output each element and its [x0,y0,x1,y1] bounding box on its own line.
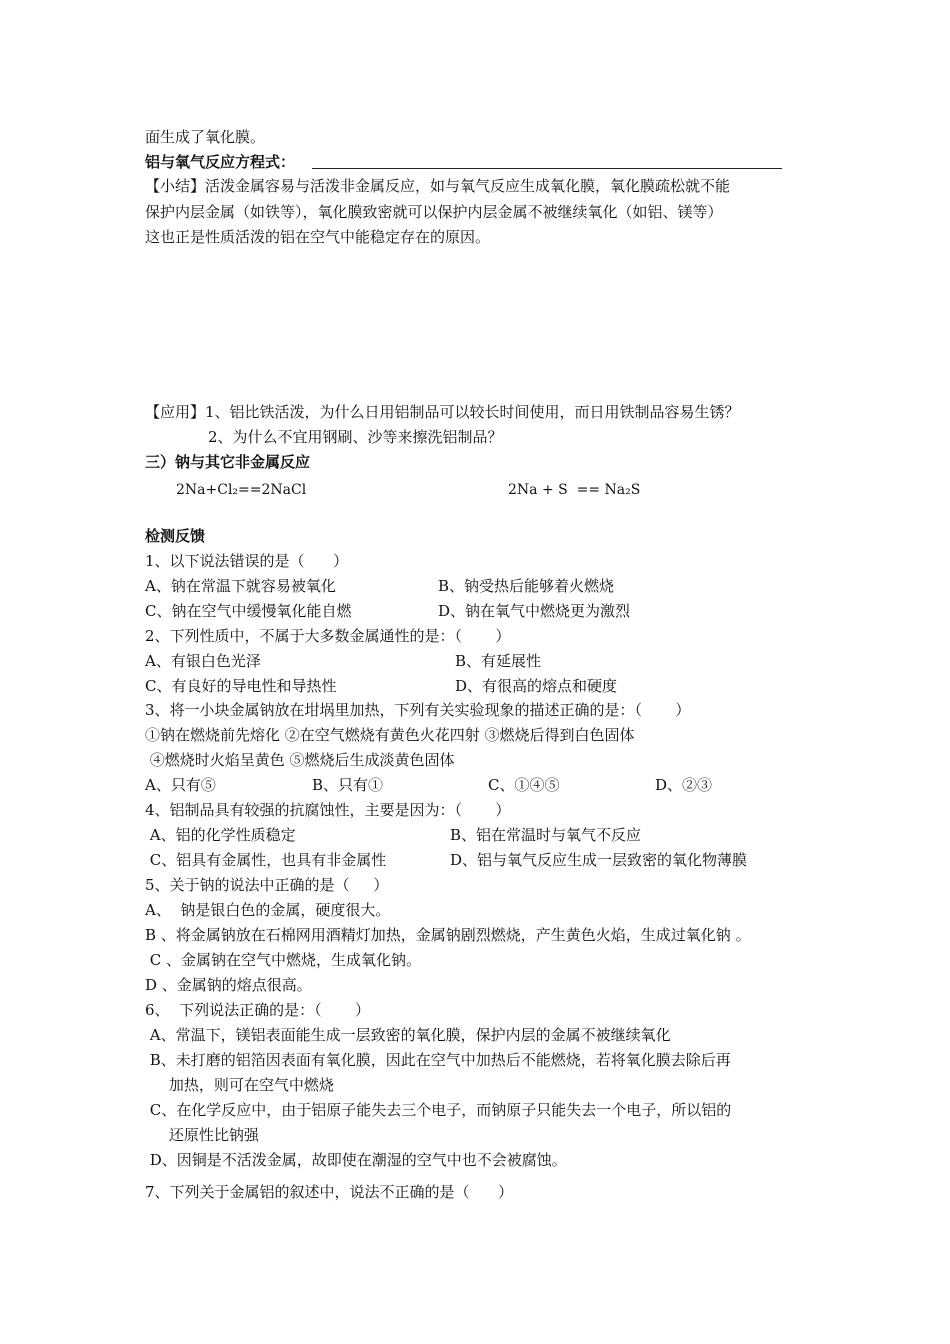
q1-option-a: A、钠在常温下就容易被氧化 [145,577,336,595]
q5-option-d: D 、金属钠的熔点很高。 [145,976,312,994]
q2-option-d: D、有很高的熔点和硬度 [455,677,618,695]
q4-option-d: D、铝与氧气反应生成一层致密的氧化物薄膜 [450,851,748,869]
q3-option-d: D、②③ [655,776,713,794]
question-1: 1、以下说法错误的是（ ） [145,552,349,570]
equation-label: 铝与氧气反应方程式： [145,153,296,171]
q6-option-a: A、常温下，镁铝表面能生成一层致密的氧化膜，保护内层的金属不被继续氧化 [145,1026,671,1044]
q5-option-b: B 、将金属钠放在石棉网用酒精灯加热，金属钠剧烈燃烧，产生黄色火焰，生成过氧化钠 。 [145,926,751,944]
q5-option-c: C 、金属钠在空气中燃烧，生成氧化钠。 [145,951,422,969]
q2-option-c: C、有良好的导电性和导热性 [145,677,337,695]
q3-statements-line-2: ④燃烧时火焰呈黄色 ⑤燃烧后生成淡黄色固体 [145,751,455,769]
question-3: 3、将一小块金属钠放在坩埚里加热，下列有关实验现象的描述正确的是：（ ） [145,701,691,719]
question-6: 6、 下列说法正确的是：（ ） [145,1001,370,1019]
question-5: 5、关于钠的说法中正确的是（ ） [145,876,389,894]
q6-option-c-line-1: C、在化学反应中，由于铝原子能失去三个电子，而钠原子只能失去一个电子，所以铝的 [145,1101,732,1119]
q2-option-b: B、有延展性 [455,652,542,670]
q4-option-a: A、铝的化学性质稳定 [145,826,296,844]
q6-option-b-line-1: B、未打磨的铝箔因表面有氧化膜，因此在空气中加热后不能燃烧，若将氧化膜去除后再 [145,1051,731,1069]
question-4: 4、铝制品具有较强的抗腐蚀性，主要是因为：（ ） [145,801,511,819]
formula-sodium-chlorine: 2Na+Cl₂==2NaCl [176,482,307,498]
q3-statements-line-1: ①钠在燃烧前先熔化 ②在空气燃烧有黄色火花四射 ③燃烧后得到白色固体 [145,726,635,744]
q1-option-b: B、钠受热后能够着火燃烧 [438,577,615,595]
q3-option-a: A、只有⑤ [145,776,216,794]
q6-option-d: D、因铜是不活泼金属，故即使在潮湿的空气中也不会被腐蚀。 [145,1151,567,1169]
q4-option-b: B、铝在常温时与氧气不反应 [450,826,642,844]
summary-line-3: 这也正是性质活泼的铝在空气中能稳定存在的原因。 [145,228,491,246]
q4-option-c: C、铝具有金属性，也具有非金属性 [145,851,387,869]
summary-line-1: 【小结】活泼金属容易与活泼非金属反应，如与氧气反应生成氧化膜，氧化膜疏松就不能 [145,177,731,195]
question-7: 7、下列关于金属铝的叙述中，说法不正确的是（ ） [145,1183,514,1201]
q1-option-d: D、钠在氧气中燃烧更为激烈 [438,602,631,620]
sodium-section-heading: 三）钠与其它非金属反应 [145,453,311,471]
answer-blank-line [312,168,782,169]
application-question-1: 【应用】1、铝比铁活泼，为什么日用铝制品可以较长时间使用，而日用铁制品容易生锈？ [145,403,740,421]
q6-option-b-line-2: 加热，则可在空气中燃烧 [145,1076,334,1094]
q5-option-a: A、 钠是银白色的金属，硬度很大。 [145,901,391,919]
application-question-2: 2、为什么不宜用钢刷、沙等来擦洗铝制品？ [208,428,503,446]
q3-option-b: B、只有① [312,776,384,794]
q6-option-c-line-2: 还原性比钠强 [145,1126,259,1144]
q3-option-c: C、①④⑤ [488,776,560,794]
summary-line-2: 保护内层金属（如铁等），氧化膜致密就可以保护内层金属不被继续氧化（如铝、镁等） [145,203,723,221]
formula-sodium-sulfur: 2Na + S == Na₂S [508,482,641,498]
q2-option-a: A、有银白色光泽 [145,652,261,670]
feedback-heading: 检测反馈 [145,527,206,545]
text-line-oxide-film: 面生成了氧化膜。 [145,128,266,146]
q1-option-c: C、钠在空气中缓慢氧化能自燃 [145,602,352,620]
question-2: 2、下列性质中，不属于大多数金属通性的是：（ ） [145,627,511,645]
